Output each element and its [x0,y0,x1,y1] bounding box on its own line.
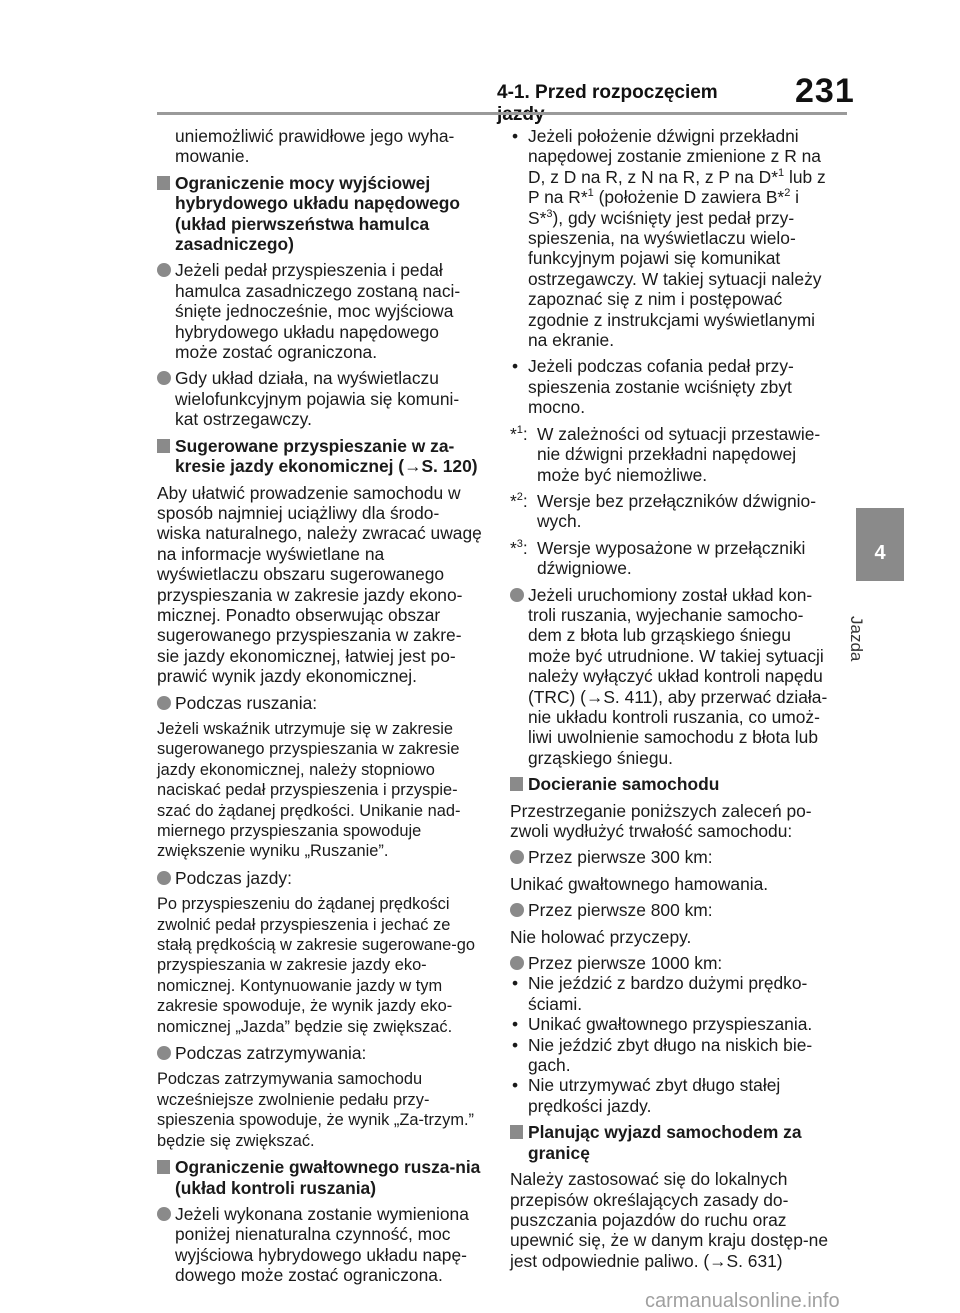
dash-text: Unikać gwałtownego przyspieszania. [528,1014,813,1035]
paragraph: Należy zastosować się do lokalnych przepisów określających zasady do-puszczania pojazdów do ruchu oraz upewnić się, że w danym kraju dostęp-ne jest odpowiednie paliwo. (→S. 631) [510,1169,829,1271]
footnote-ref: 3 [546,207,553,220]
paragraph: Podczas zatrzymywania samochodu wcześniejsze zwolnienie pedału przy-spieszenia spowoduje, że wynik „Za-trzym.” będzie się zwiększać. [157,1070,474,1150]
dash-item [510,356,832,417]
circle-bullet-icon [157,263,171,277]
dash-text: ), gdy wciśnięty jest pedał przy-spieszenia, na wyświetlaczu wielo-funkcyjnym pojawi się komunikat ostrzegawczy. W takiej sytuacji należy zapoznać się z nim i postępować zgodnie z instrukcjami wyświetlanymi na ekranie. [528,207,822,351]
paragraph: Aby ułatwić prowadzenie samochodu w sposób najmniej uciążliwy dla środo-wiska naturalnego, należy zwracać uwagę na informacje wyświetlane na wyświetlaczu obszaru sugerowanego przyspieszania w zakresie jazdy ekono-micznej. Ponadto obserwując obszar sugerowanego przyspieszania w zakre-sie jazdy ekonomicznej, łatwiej jest po-prawić wynik jazdy ekonomicznej. [157,482,482,687]
paragraph: Nie holować przyczepy. [510,926,692,947]
heading-text: Sugerowane przyspieszanie w za-kresie jazdy ekonomicznej (→S. 120) [175,435,478,477]
square-bullet-icon [510,1125,523,1139]
dash-text: Nie jeździć zbyt długo na niskich bie-gach. [528,1034,813,1076]
bullet-item [510,900,832,920]
section-heading [157,173,482,255]
bullet-text: Przez pierwsze 300 km: [528,847,713,868]
bullet-item [510,953,832,973]
dash-text: lub z P na R* [528,166,826,208]
bullet-item [157,868,482,888]
paragraph: uniemożliwić prawidłowe jego wyha-mowanie. [175,126,455,167]
watermark: carmanualsonline.info [645,1290,840,1312]
dash-text: Jeżeli podczas cofania pedał przy-spieszenia zostanie wciśnięty zbyt mocno. [528,356,794,418]
footnote [510,424,832,485]
bullet-text: Gdy układ działa, na wyświetlaczu wielofunkcyjnym pojawia się komuni-kat ostrzegawczy. [175,368,460,430]
bullet-item [157,1204,482,1286]
bullet-text: Jeżeli pedał przyspieszenia i pedał hamulca zasadniczego zostaną naci-śnięte jednocześnie, moc wyjściowa hybrydowego układu napędowego może zostać ograniczona. [175,260,461,363]
footnote-mark: *$^3$: [510,537,528,558]
square-bullet-icon [157,439,170,453]
footnote-ref: 2 [784,187,791,200]
paragraph: Unikać gwałtownego hamowania. [510,873,769,894]
bullet-item [157,693,482,713]
footnote-ref: 3 [516,537,523,550]
chapter-tab[interactable] [856,508,904,581]
footnote-ref: 1 [516,423,523,436]
bullet-item [510,585,832,769]
heading-text: Ograniczenie mocy wyjściowej hybrydowego układu napędowego (układ pierwszeństwa hamulca zasadniczego) [175,172,461,255]
circle-bullet-icon [157,1046,171,1060]
dash-text: Nie utrzymywać zbyt długo stałej prędkości jazdy. [528,1075,781,1116]
footnote [510,491,832,532]
dash-item [510,1035,832,1076]
header-rule [157,112,847,115]
dash-item [510,1014,832,1034]
dash-text: (położenie D zawiera B* [598,187,785,208]
dash-item [510,973,832,1014]
dash-text: Jeżeli położenie dźwigni przekładni napędowej zostanie zmienione z R na D, z D na R, z N na R, z P na D* [528,126,821,187]
bullet-text: Podczas zatrzymywania: [175,1043,367,1064]
paragraph: Jeżeli wskaźnik utrzymuje się w zakresie sugerowanego przyspieszania w zakresie jazdy ekonomicznej, należy stopniowo naciskać pedał przyspieszenia i przyspie-szać do żądanej prędkości. Unikanie nad-miernego przyspieszania spowoduje zwiększenie wyniku „Ruszanie”. [157,719,461,861]
circle-bullet-icon [510,903,524,917]
bullet-text: Jeżeli wykonana zostanie wymieniona poniżej nienaturalna czynność, moc wyjściowa hybrydowego układu napę-dowego może zostać ograniczona. [175,1203,469,1286]
footnote-ref: 2 [516,491,523,504]
right-column [510,126,832,1277]
dot-bullet-icon: • [512,973,519,994]
footnote-text: W zależności od sytuacji przestawie-nie dźwigni przekładni napędowej może być niemożliwe. [537,423,821,485]
circle-bullet-icon [510,588,524,602]
circle-bullet-icon [157,871,171,885]
square-bullet-icon [157,176,170,190]
heading-text: Planując wyjazd samochodem za granicę [528,1122,802,1163]
dot-bullet-icon: • [512,126,519,146]
paragraph: Po przyspieszeniu do żądanej prędkości zwolnić pedał przyspieszenia i jechać ze stałą prędkością w zakresie sugerowane-go przyspieszania w zakresie jazdy eko-nomicznej. Kontynuowanie jazdy w tym zakresie spowoduje, że wynik jazdy eko-nomicznej „Jazda” będzie się zwiększać. [157,895,475,1036]
square-bullet-icon [157,1160,170,1174]
circle-bullet-icon [510,850,524,864]
section-title: 4-1. Przed rozpoczęciem [497,82,718,103]
circle-bullet-icon [510,956,524,970]
section-heading [157,436,482,477]
bullet-text: Podczas ruszania: [175,692,318,713]
footnote-ref: 1 [587,187,594,200]
bullet-text: Przez pierwsze 800 km: [528,900,713,921]
footnote-mark: *$^1$: [510,423,528,444]
paragraph: Przestrzeganie poniższych zaleceń po-zwoli wydłużyć trwałość samochodu: [510,800,812,841]
bullet-item [157,260,482,362]
dot-bullet-icon: • [512,1075,519,1096]
heading-text: Ograniczenie gwałtownego rusza-nia (układ kontroli ruszania) [175,1157,481,1198]
bullet-item [157,368,482,429]
bullet-item [510,847,832,867]
bullet-text: Podczas jazdy: [175,867,292,888]
heading-text: Docieranie samochodu [528,774,720,795]
circle-bullet-icon [157,696,171,710]
dash-item [510,126,832,350]
chapter-tab-label: Jazda [847,616,866,662]
section-heading [157,1157,482,1198]
footnote [510,538,832,579]
dot-bullet-icon: • [512,1034,519,1055]
bullet-text: Przez pierwsze 1000 km: [528,953,723,974]
footnote-text: Wersje bez przełączników dźwignio-wych. [537,490,817,532]
left-column [157,126,482,1292]
dash-text: Nie jeździć z bardzo dużymi prędko-ściami. [528,973,808,1014]
footnote-ref: 1 [778,167,785,180]
bullet-text: Jeżeli uruchomiony został układ kon-troli ruszania, wyjechanie samocho-dem z błota lub grząskiego śniegu może być utrudnione. W takiej sytuacji należy wyłączyć układ kontroli napędu (TRC) (→S. 411), aby przerwać działa-nie układu kontroli ruszania, co umoż-liwi uwolnienie samochodu z błota lub grząskiego śniegu. [528,584,828,768]
page-number: 231 [795,72,855,110]
footnote-star: * [510,490,517,511]
footnote-star: * [510,537,517,558]
dash-text: i S* [528,187,800,228]
section-heading [510,1122,832,1163]
footnote-mark: *$^2$: [510,490,528,511]
footnote-text: Wersje wyposażone w przełączniki dźwigniowe. [537,537,806,579]
dot-bullet-icon: • [512,1014,519,1035]
section-heading [510,774,832,794]
dot-bullet-icon: • [512,356,519,377]
chapter-tab-number: 4 [874,542,886,564]
circle-bullet-icon [157,371,171,385]
dash-item [510,1075,832,1116]
bullet-item [157,1043,482,1063]
circle-bullet-icon [157,1207,171,1221]
footnote-star: * [510,423,517,444]
square-bullet-icon [510,777,523,791]
